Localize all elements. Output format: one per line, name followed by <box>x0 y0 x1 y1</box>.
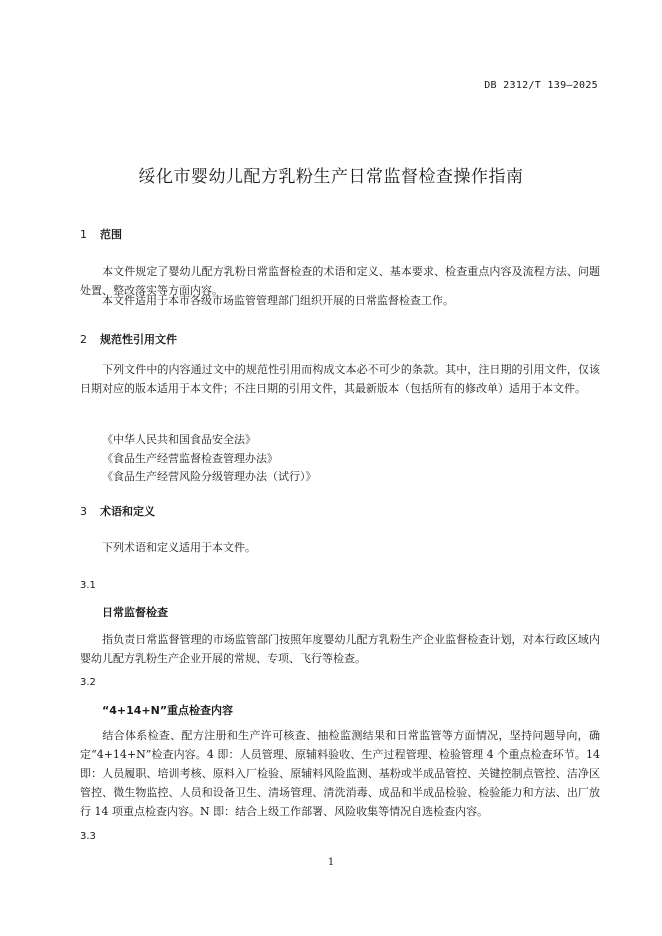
reference-item: 《食品生产经营风险分级管理办法（试行）》 <box>102 470 317 483</box>
section-1-paragraph-2: 本文件适用于本市各级市场监管管理部门组织开展的日常监督检查工作。 <box>102 294 454 307</box>
document-code: DB 2312/T 139—2025 <box>484 80 598 91</box>
section-number: 2 <box>80 333 87 346</box>
section-title: 范围 <box>100 228 122 241</box>
reference-item: 《中华人民共和国食品安全法》 <box>102 433 256 446</box>
term-definition: 指负责日常监督管理的市场监管部门按照年度婴幼儿配方乳粉生产企业监督检查计划，对本行政区域内婴幼儿配方乳粉生产企业开展的常规、专项、飞行等检查。 <box>80 633 600 665</box>
section-title: 术语和定义 <box>100 505 155 518</box>
clause-number: 3.3 <box>80 831 96 842</box>
term-title: “4+14+N”重点检查内容 <box>102 704 234 717</box>
section-2-paragraph-1: 下列文件中的内容通过文中的规范性引用而构成文本必不可少的条款。其中，注日期的引用文件，仅该日期对应的版本适用于本文件；不注日期的引用文件，其最新版本（包括所有的修改单）适用于本文件。 <box>80 363 600 395</box>
page-number: 1 <box>327 857 335 868</box>
term-definition: 结合体系检查、配方注册和生产许可核查、抽检监测结果和日常监管等方面情况，坚持问题导向，确定“4+14+N”检查内容。4 即：人员管理、原辅料验收、生产过程管理、检验管理 4 个重点检查环节。14 即：人员履职、培训考核、原料入厂检验、原辅料风险监测、基粉或半成品管控、关键控制点管控、洁净区管控、微生物监控、人员和设备卫生、清场管理、清洗消毒、成品和半成品检验、检验能力和方法、出厂放行 14 项重点检查内容。N 即：结合上级工作部署、风险收集等情况自选检查内容。 <box>80 729 600 818</box>
document-title: 绥化市婴幼儿配方乳粉生产日常监督检查操作指南 <box>138 167 524 187</box>
section-number: 3 <box>80 505 87 518</box>
section-3-heading <box>80 503 155 519</box>
term-title: 日常监督检查 <box>102 606 168 619</box>
section-number: 1 <box>80 228 87 241</box>
clause-number: 3.1 <box>80 580 96 591</box>
clause-number: 3.2 <box>80 677 96 688</box>
section-2-heading <box>80 331 177 347</box>
section-1-heading <box>80 226 122 242</box>
section-title: 规范性引用文件 <box>100 333 177 346</box>
reference-item: 《食品生产经营监督检查管理办法》 <box>102 452 278 465</box>
section-3-paragraph-1: 下列术语和定义适用于本文件。 <box>102 541 256 554</box>
section-1-paragraph-1: 本文件规定了婴幼儿配方乳粉日常监督检查的术语和定义、基本要求、检查重点内容及流程方法、问题处置、整改落实等方面内容。 <box>80 265 600 297</box>
